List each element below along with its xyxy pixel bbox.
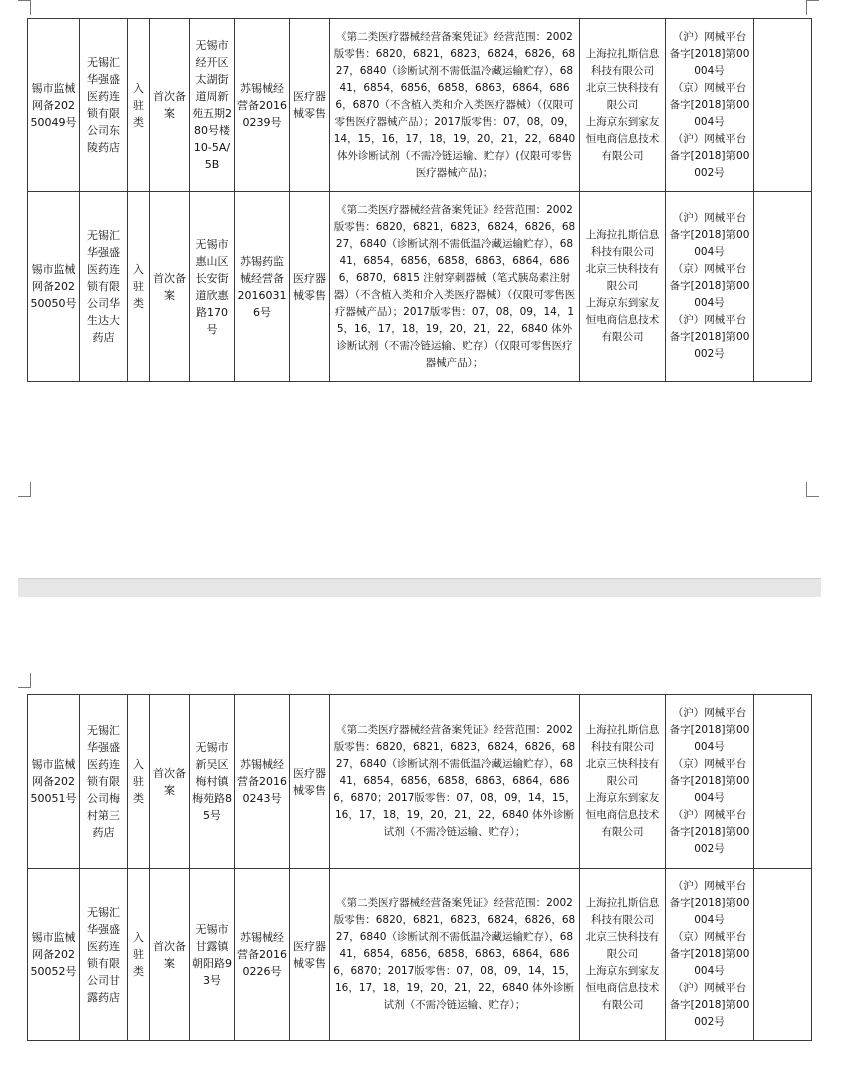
platform-license: （沪）网械平台备字[2018]第00004号	[669, 212, 750, 258]
platform-licenses	[666, 869, 754, 1041]
platform-name: 上海京东到家友恒电商信息技术有限公司	[585, 115, 660, 162]
platform-name: 北京三快科技有限公司	[585, 81, 660, 111]
table-row	[28, 869, 812, 1041]
crop-mark	[806, 0, 819, 15]
filing-kind: 首次备案	[150, 192, 190, 382]
business-scope: 《第二类医疗器械经营备案凭证》经营范围：2002版零售：6820，6821，6823，6824，6826，6827，6840（诊断试剂不需低温冷藏运输贮存），6841，6854，6856，6858，6863，6864，6866，6870；2017版零售：07，08，09，14，15，16，17，18，19，20，21，22，6840 体外诊断试剂（不需冷链运输、贮存）；	[330, 695, 580, 869]
platform-license: （沪）网械平台备字[2018]第00002号	[669, 132, 750, 179]
platform-name: 上海京东到家友恒电商信息技术有限公司	[585, 965, 660, 1011]
business-scope: 《第二类医疗器械经营备案凭证》经营范围：2002版零售：6820，6821，6823，6824，6826，6827，6840（诊断试剂不需低温冷藏运输贮存），6841，6854，6856，6858，6863，6864，6866，6870（不含植入类和介入类医疗器械）（仅限可零售医疗器械产品）；2017版零售：07，08，09，14，15，16，17，18，19，20，21，22，6840 体外诊断试剂（不需冷链运输、贮存）(仅限可零售医疗器械产品)；	[330, 19, 580, 192]
platform-license: （沪）网械平台备字[2018]第00004号	[669, 880, 750, 926]
license-number: 苏锡械经营备20160243号	[235, 695, 290, 869]
filing-table-bottom	[27, 694, 812, 1041]
filing-kind: 首次备案	[150, 19, 190, 192]
license-number: 苏锡械经营备20160226号	[235, 869, 290, 1041]
license-number: 苏锡药监械经营备20160316号	[235, 192, 290, 382]
platform-name: 上海拉扎斯信息科技有限公司	[585, 47, 660, 77]
filing-kind: 首次备案	[150, 695, 190, 869]
crop-mark	[18, 673, 31, 688]
crop-mark	[806, 482, 819, 497]
license-number: 苏锡械经营备20160239号	[235, 19, 290, 192]
platform-license: （京）网械平台备字[2018]第00004号	[669, 263, 750, 309]
table-row	[28, 695, 812, 869]
crop-mark	[18, 0, 31, 15]
platform-names	[580, 869, 666, 1041]
address: 无锡市惠山区长安街道欣惠路170号	[190, 192, 235, 382]
business-category: 医疗器械零售	[290, 695, 330, 869]
table-row	[28, 192, 812, 382]
document-page-2	[0, 597, 841, 1084]
platform-name: 北京三快科技有限公司	[585, 931, 660, 960]
platform-licenses	[666, 695, 754, 869]
table-row	[28, 19, 812, 192]
platform-name: 上海京东到家友恒电商信息技术有限公司	[585, 297, 660, 343]
remark	[754, 192, 812, 382]
remark	[754, 695, 812, 869]
filing-kind: 首次备案	[150, 869, 190, 1041]
business-scope: 《第二类医疗器械经营备案凭证》经营范围：2002版零售：6820，6821，6823，6824，6826，6827，6840（诊断试剂不需低温冷藏运输贮存），6841，6854，6856，6858，6863，6864，6866，6870，6815 注射穿刺器械（笔式胰岛素注射器）（不含植入类和介入类医疗器械）（仅限可零售医疗器械产品）；2017版零售：07，08，09，14，15，16，17，18，19，20，21，22，6840 体外诊断试剂（不需冷链运输、贮存）（仅限可零售医疗器械产品）；	[330, 192, 580, 382]
record-number: 锡市监械网备20250049号	[28, 19, 80, 192]
platform-names	[580, 192, 666, 382]
record-number: 锡市监械网备20250050号	[28, 192, 80, 382]
platform-name: 北京三快科技有限公司	[585, 263, 660, 292]
platform-license: （沪）网械平台备字[2018]第00002号	[669, 982, 750, 1028]
platform-license: （沪）网械平台备字[2018]第00002号	[669, 809, 750, 855]
address: 无锡市新吴区梅村镇梅苑路85号	[190, 695, 235, 869]
platform-license: （沪）网械平台备字[2018]第00004号	[669, 707, 750, 753]
business-category: 医疗器械零售	[290, 19, 330, 192]
entry-type: 入驻类	[128, 869, 150, 1041]
entry-type: 入驻类	[128, 695, 150, 869]
company-name: 无锡汇华强盛医药连锁有限公司东陵药店	[80, 19, 128, 192]
address: 无锡市经开区太湖街道周新苑五期280号楼10-5A/5B	[190, 19, 235, 192]
business-category: 医疗器械零售	[290, 869, 330, 1041]
address: 无锡市甘露镇朝阳路93号	[190, 869, 235, 1041]
platform-name: 北京三快科技有限公司	[585, 758, 660, 787]
platform-license: （沪）网械平台备字[2018]第00004号	[669, 30, 750, 77]
platform-license: （沪）网械平台备字[2018]第00002号	[669, 314, 750, 360]
company-name: 无锡汇华强盛医药连锁有限公司梅村第三药店	[80, 695, 128, 869]
page-break	[18, 578, 821, 598]
platform-licenses	[666, 19, 754, 192]
record-number: 锡市监械网备20250052号	[28, 869, 80, 1041]
platform-licenses	[666, 192, 754, 382]
platform-name: 上海拉扎斯信息科技有限公司	[585, 229, 660, 258]
crop-mark	[18, 482, 31, 497]
platform-name: 上海拉扎斯信息科技有限公司	[585, 897, 660, 926]
platform-names	[580, 695, 666, 869]
business-scope: 《第二类医疗器械经营备案凭证》经营范围：2002版零售：6820，6821，6823，6824，6826，6827，6840（诊断试剂不需低温冷藏运输贮存），6841，6854，6856，6858，6863，6864，6866，6870；2017版零售：07，08，09，14，15，16，17，18，19，20，21，22，6840 体外诊断试剂（不需冷链运输、贮存）；	[330, 869, 580, 1041]
record-number: 锡市监械网备20250051号	[28, 695, 80, 869]
platform-names	[580, 19, 666, 192]
company-name: 无锡汇华强盛医药连锁有限公司华生达大药店	[80, 192, 128, 382]
platform-license: （京）网械平台备字[2018]第00004号	[669, 81, 750, 128]
entry-type: 入驻类	[128, 192, 150, 382]
company-name: 无锡汇华强盛医药连锁有限公司甘露药店	[80, 869, 128, 1041]
platform-name: 上海拉扎斯信息科技有限公司	[585, 724, 660, 753]
platform-license: （京）网械平台备字[2018]第00004号	[669, 931, 750, 977]
filing-table-top	[27, 18, 812, 382]
entry-type: 入驻类	[128, 19, 150, 192]
platform-name: 上海京东到家友恒电商信息技术有限公司	[585, 792, 660, 838]
remark	[754, 869, 812, 1041]
business-category: 医疗器械零售	[290, 192, 330, 382]
platform-license: （京）网械平台备字[2018]第00004号	[669, 758, 750, 804]
remark	[754, 19, 812, 192]
